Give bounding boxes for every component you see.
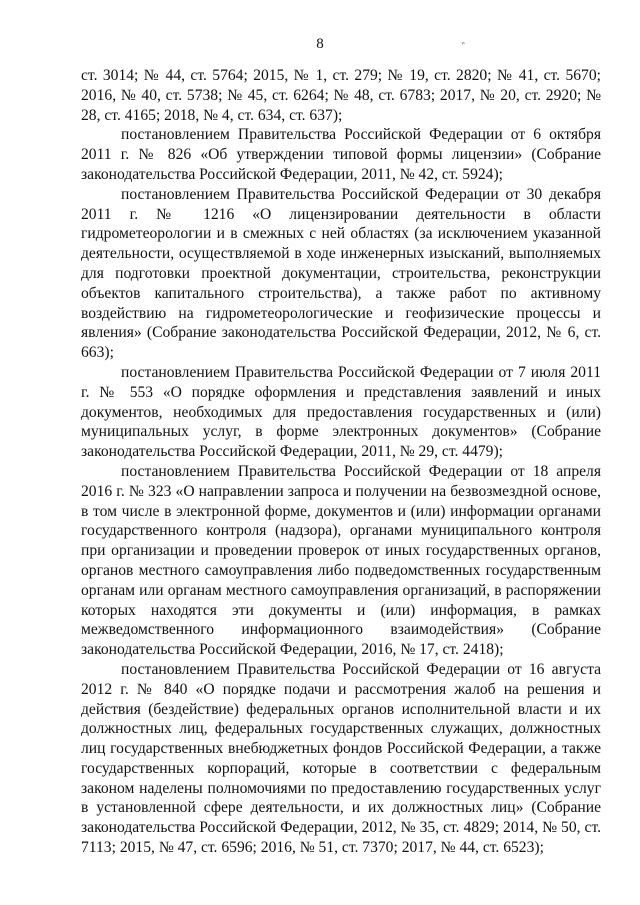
paragraph-decree-1216: постановлением Правительства Российской Федерации от 30 декабря 2011 г. № 1216 «О лицензировании деятельности в области гидрометеорологии и в смежных с ней областях (за исключением указанной деятельности, осуществляемой в ходе инженерных изысканий, выполняемых для подготовки проектной документации, строительства, реконструкции объектов капитального строительства), а также работ по активному воздействию на гидрометеорологические и геофизические процессы и явления» (Собрание законодательства Российской Федерации, 2012, № 6, ст. 663);: [81, 185, 601, 362]
paragraph-continuation: ст. 3014; № 44, ст. 5764; 2015, № 1, ст. 279; № 19, ст. 2820; № 41, ст. 5670; 2016, № 40, ст. 5738; № 45, ст. 6264; № 48, ст. 6783; 2017, № 20, ст. 2920; № 28, ст. 4165; 2018, № 4, ст. 634, ст. 637);: [81, 67, 601, 124]
paragraph-decree-323: постановлением Правительства Российской Федерации от 18 апреля 2016 г. № 323 «О направлении запроса и получении на безвозмездной основе, в том числе в электронной форме, документов и (или) информации органами государственного контроля (надзора), органами муниципального контроля при организации и проведении проверок от иных государственных органов, органов местного самоуправления либо подведомственных государственным органам или органам местного самоуправления организаций, в распоряжении которых находятся эти документы и (или) информация, в рамках межведомственного информационного взаимодействия» (Собрание законодательства Российской Федерации, 2016, № 17, ст. 2418);: [81, 462, 601, 659]
margin-mark: ": [460, 39, 468, 51]
document-body: [81, 66, 601, 858]
paragraph-decree-553: постановлением Правительства Российской Федерации от 7 июля 2011 г. № 553 «О порядке оформления и представления заявлений и иных документов, необходимых для предоставления государственных и (или) муниципальных услуг, в форме электронных документов» (Собрание законодательства Российской Федерации, 2011, № 29, ст. 4479);: [81, 363, 601, 461]
paragraph-decree-840: постановлением Правительства Российской Федерации от 16 августа 2012 г. № 840 «О порядке подачи и рассмотрения жалоб на решения и действия (бездействие) федеральных органов исполнительной власти и их должностных лиц, федеральных государственных служащих, должностных лиц государственных внебюджетных фондов Российской Федерации, а также государственных корпораций, которые в соответствии с федеральным законом наделены полномочиями по предоставлению государственных услуг в установленной сфере деятельности, и их должностных лиц» (Собрание законодательства Российской Федерации, 2012, № 35, ст. 4829; 2014, № 50, ст. 7113; 2015, № 47, ст. 6596; 2016, № 51, ст. 7370; 2017, № 44, ст. 6523);: [81, 660, 601, 857]
page-number: 8: [316, 36, 324, 52]
paragraph-decree-826: постановлением Правительства Российской Федерации от 6 октября 2011 г. № 826 «Об утверждении типовой формы лицензии» (Собрание законодательства Российской Федерации, 2011, № 42, ст. 5924);: [81, 126, 601, 183]
